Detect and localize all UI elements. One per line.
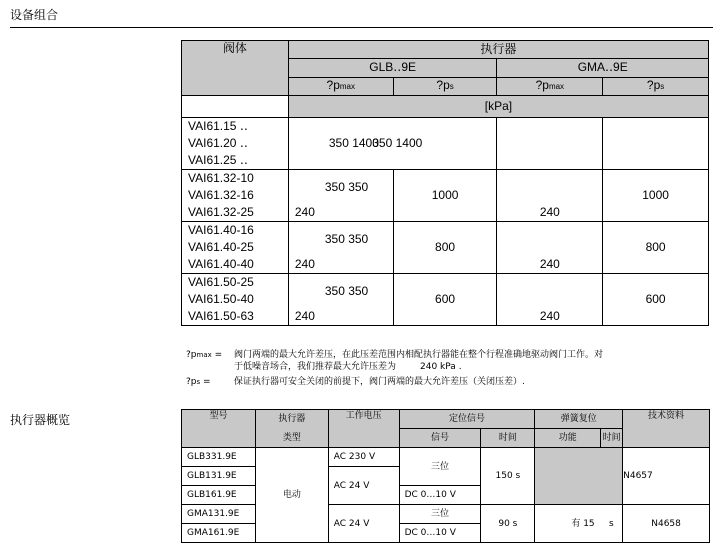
glb-ps-cell: 1000 — [393, 170, 497, 222]
header-gma-pmax: ?pmax — [497, 77, 603, 95]
gma-pmax-cell: 240 — [497, 308, 603, 326]
glb-pmax-cell: 350 350 — [288, 170, 393, 205]
section-title-overview: 执行器概览 — [10, 413, 71, 427]
glb-pmax-cell: 240 — [288, 256, 393, 274]
glb-pmax-cell: 240 — [288, 204, 393, 222]
model-cell: VAI61.50-40 — [182, 291, 289, 308]
section-divider — [10, 27, 713, 28]
signal-cell: DC 0…10 V — [399, 524, 481, 543]
model-cell: GLB131.9E — [182, 467, 256, 486]
gma-pmax-cell: 240 — [497, 256, 603, 274]
voltage-cell: AC 24 V — [328, 505, 399, 543]
time-cell: 90 s — [481, 505, 535, 543]
glb-values-cell: 350 1400 350 1400 — [288, 118, 497, 170]
signal-cell: 三位 — [399, 448, 481, 486]
glb-ps-cell: 600 — [393, 274, 497, 326]
header-unit: [kPa] — [288, 96, 708, 118]
doc-cell: N4657 — [623, 448, 710, 505]
model-cell: VAI61.15 ‥ — [182, 118, 289, 136]
header-gma: GMA‥9E — [497, 59, 709, 77]
actuator-overview-table — [181, 409, 710, 543]
valve-actuator-combination-table — [181, 40, 709, 326]
model-cell: GLB161.9E — [182, 486, 256, 505]
voltage-cell: AC 230 V — [328, 448, 399, 467]
glb-pmax-cell: 240 — [288, 308, 393, 326]
gma-ps-cell: 1000 — [603, 170, 709, 222]
time-cell: 150 s — [481, 448, 535, 505]
type-cell: 电动 — [255, 448, 328, 543]
model-cell: VAI61.32-16 — [182, 187, 289, 204]
model-cell: VAI61.20 ‥ — [182, 135, 289, 152]
header-signal: 信号 — [399, 429, 481, 448]
signal-cell: 三位 — [399, 505, 481, 524]
header-type: 类型 — [255, 429, 328, 448]
glb-pmax-cell: 350 350 — [288, 274, 393, 309]
model-cell: VAI61.32-10 — [182, 170, 289, 188]
model-cell: VAI61.32-25 — [182, 204, 289, 222]
gma-ps-cell: 800 — [603, 222, 709, 274]
glb-pmax-cell: 350 350 — [288, 222, 393, 257]
note-ps: ?ps = 保证执行器可安全关闭的前提下，阀门两端的最大允许差压（关闭压差）. — [186, 377, 525, 387]
model-cell: GMA131.9E — [182, 505, 256, 524]
header-voltage: 工作电压 — [328, 410, 399, 448]
header-spring-time: 时间 — [601, 429, 623, 448]
header-model: 型号 — [182, 410, 256, 448]
model-cell: GLB331.9E — [182, 448, 256, 467]
model-cell: VAI61.40-40 — [182, 256, 289, 274]
signal-cell: DC 0…10 V — [399, 486, 481, 505]
glb-ps-cell: 800 — [393, 222, 497, 274]
header-glb: GLB‥9E — [288, 59, 497, 77]
header-valve-body: 阀体 — [182, 41, 289, 96]
header-spring-return: 弹簧复位 — [535, 410, 623, 429]
spring-time-cell: s — [601, 505, 623, 543]
header-glb-ps: ?ps — [393, 77, 497, 95]
header-tech-doc: 技术资料 — [623, 410, 710, 448]
header-actuator: 执行器 — [255, 410, 328, 429]
model-cell: VAI61.50-63 — [182, 308, 289, 326]
header-positioning: 定位信号 — [399, 410, 535, 429]
header-function: 功能 — [535, 429, 601, 448]
header-gma-ps: ?ps — [603, 77, 709, 95]
note-pmax: ?pmax = 阀门两端的最大允许差压，在此压差范围内相配执行器能在整个行程准确地驱动阀门工作。对 于低噪音场合，我们推荐最大允许压差为 240 kPa . — [186, 350, 604, 372]
model-cell: VAI61.40-25 — [182, 239, 289, 256]
section-title-combination: 设备组合 — [10, 8, 59, 22]
model-cell: VAI61.40-16 — [182, 222, 289, 240]
header-glb-pmax: ?pmax — [288, 77, 393, 95]
model-cell: GMA161.9E — [182, 524, 256, 543]
gma-pmax-cell: 240 — [497, 204, 603, 222]
header-actuator: 执行器 — [288, 41, 708, 59]
voltage-cell: AC 24 V — [328, 467, 399, 505]
header-time: 时间 — [481, 429, 535, 448]
doc-cell: N4658 — [623, 505, 710, 543]
spring-function-cell: 有 15 — [535, 505, 601, 543]
model-cell: VAI61.25 ‥ — [182, 152, 289, 170]
gma-ps-cell: 600 — [603, 274, 709, 326]
model-cell: VAI61.50-25 — [182, 274, 289, 292]
